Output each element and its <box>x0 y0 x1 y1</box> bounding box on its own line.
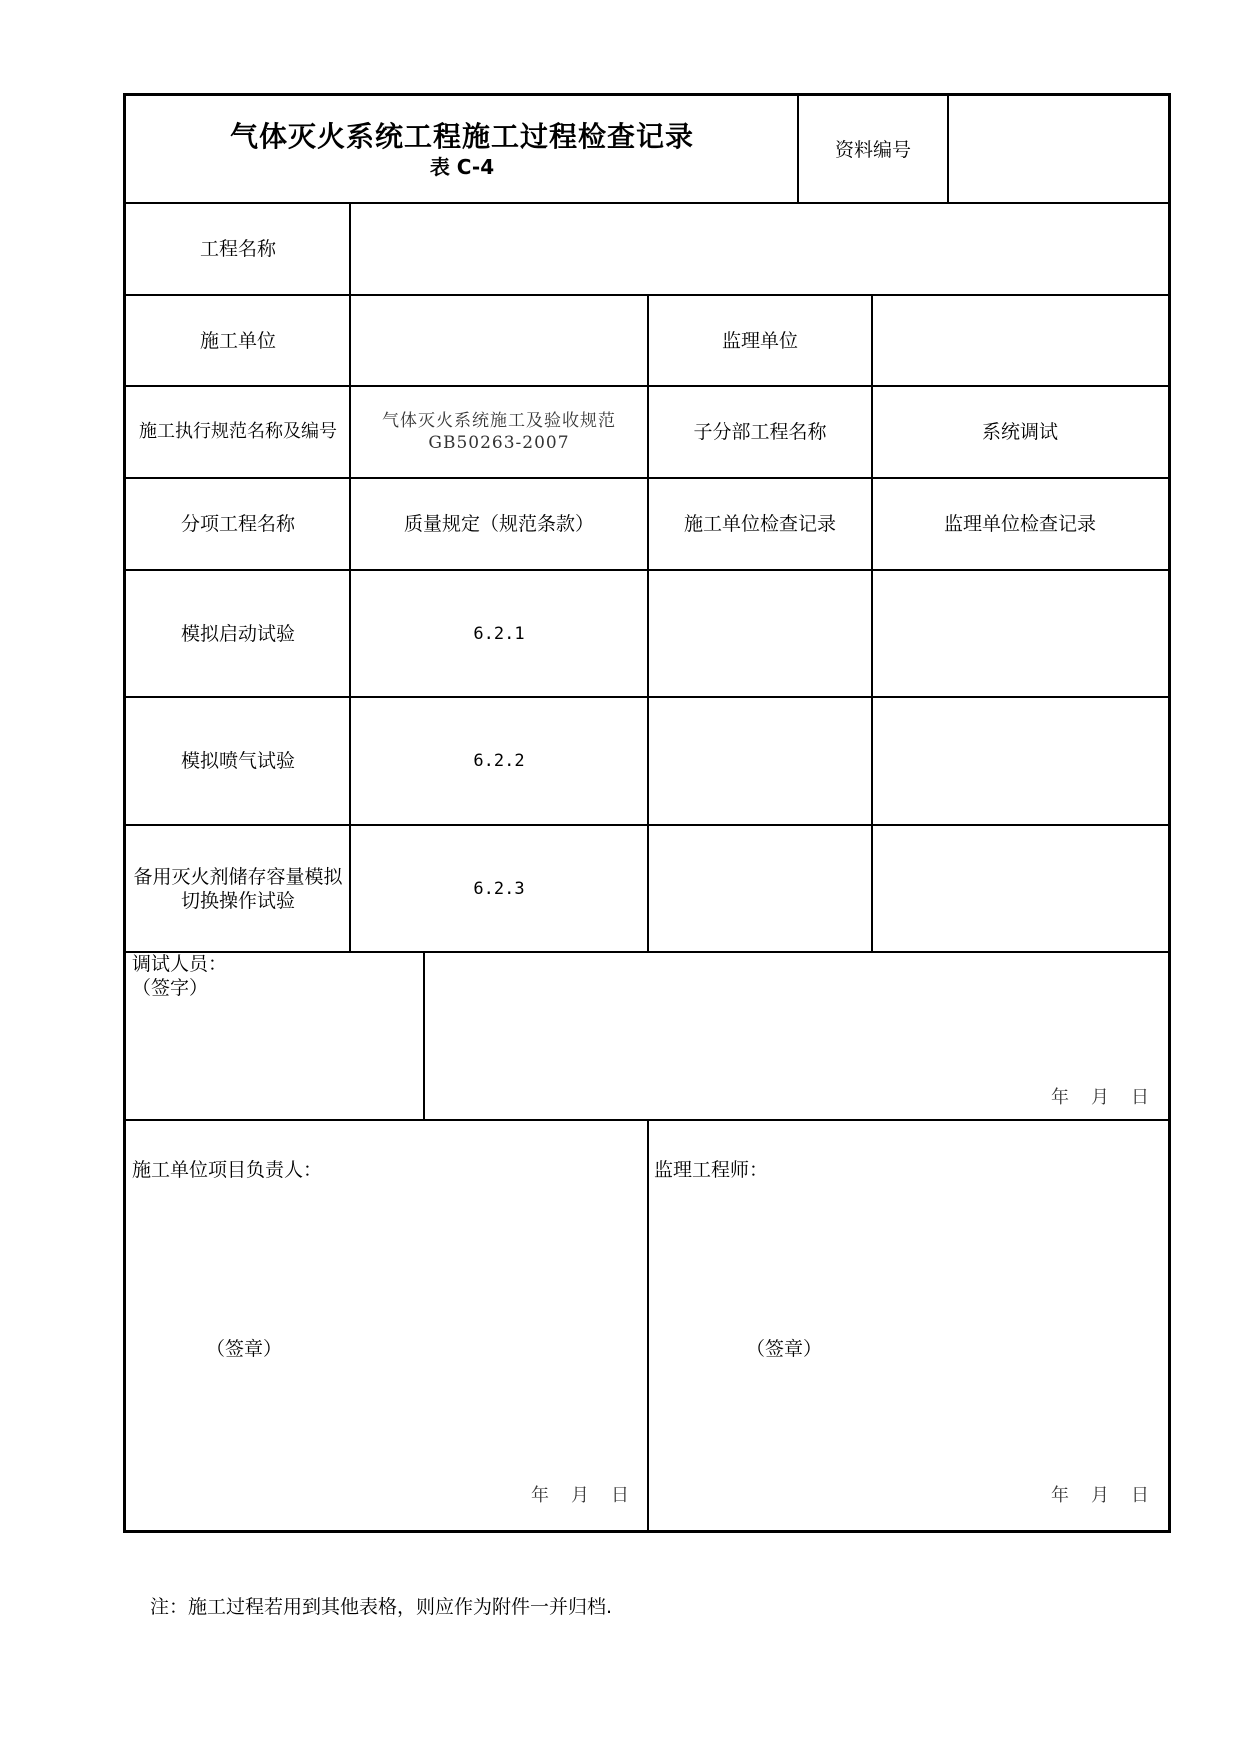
divider <box>947 96 949 203</box>
project-name-field[interactable] <box>350 203 1168 295</box>
tester-date <box>1040 1083 1160 1109</box>
footnote: 注：施工过程若用到其他表格，则应作为附件一并归档. <box>150 1596 613 1618</box>
supervisor-seal-label: （签章） <box>746 1338 823 1360</box>
subdivision-value: 系统调试 <box>981 421 1058 443</box>
date-year: 年 <box>531 1485 549 1506</box>
column-header-clause: 质量规定（规范条款） <box>403 513 594 535</box>
column-header-contractor-record: 施工单位检查记录 <box>683 513 836 535</box>
divider <box>126 202 1168 204</box>
table-row-supervisor-record[interactable] <box>872 570 1168 697</box>
tester-sign-hint: （签字） <box>132 977 209 999</box>
divider <box>871 295 873 952</box>
contractor-field[interactable] <box>350 295 648 386</box>
column-header-item: 分项工程名称 <box>180 513 295 535</box>
inspection-record-form <box>123 93 1171 1533</box>
table-row-item-line: 备用灭火剂储存容量模拟 <box>133 865 343 888</box>
tester-label <box>126 952 424 1120</box>
table-row-clause: 6.2.2 <box>473 751 525 771</box>
date-day: 日 <box>1131 1087 1149 1108</box>
table-row-supervisor-record[interactable] <box>872 697 1168 825</box>
divider <box>423 952 425 1120</box>
table-row-supervisor-record[interactable] <box>872 825 1168 952</box>
date-year: 年 <box>1051 1087 1069 1108</box>
table-row-item: 模拟喷气试验 <box>180 750 295 772</box>
date-month: 月 <box>1091 1087 1109 1108</box>
record-no-field[interactable] <box>948 96 1168 203</box>
contractor-date <box>520 1481 640 1507</box>
table-row-contractor-record[interactable] <box>648 825 872 952</box>
table-row-item-line: 切换操作试验 <box>180 889 295 912</box>
date-day: 日 <box>1131 1485 1149 1506</box>
table-row-clause: 6.2.3 <box>473 878 525 899</box>
table-row-clause: 6.2.1 <box>473 623 525 644</box>
spec-label: 施工执行规范名称及编号 <box>139 421 337 442</box>
table-row-item <box>126 825 350 952</box>
subdivision-label: 子分部工程名称 <box>693 421 827 443</box>
spec-name: 气体灭火系统施工及验收规范 <box>382 411 616 431</box>
spec-code: GB50263-2007 <box>428 433 570 453</box>
date-year: 年 <box>1051 1485 1069 1506</box>
date-month: 月 <box>1091 1485 1109 1506</box>
contractor-lead-label: 施工单位项目负责人： <box>132 1159 323 1181</box>
project-name-label: 工程名称 <box>199 238 276 260</box>
table-row-contractor-record[interactable] <box>648 570 872 697</box>
column-header-supervisor-record: 监理单位检查记录 <box>943 513 1096 535</box>
form-subtitle: 表 C-4 <box>429 154 495 179</box>
supervisor-unit-field[interactable] <box>872 295 1168 386</box>
tester-label-line: 调试人员： <box>132 953 228 975</box>
contractor-seal-label: （签章） <box>206 1338 283 1360</box>
form-title-block <box>126 96 798 203</box>
record-no-label: 资料编号 <box>834 138 911 161</box>
table-row-contractor-record[interactable] <box>648 697 872 825</box>
divider <box>647 295 649 952</box>
date-day: 日 <box>611 1485 629 1506</box>
date-month: 月 <box>571 1485 589 1506</box>
supervisor-unit-label: 监理单位 <box>721 329 798 352</box>
table-row-item: 模拟启动试验 <box>180 622 295 645</box>
contractor-label: 施工单位 <box>199 329 276 352</box>
divider <box>349 203 351 952</box>
divider <box>797 96 799 203</box>
spec-value <box>350 386 648 478</box>
divider <box>647 1120 649 1530</box>
form-title: 气体灭火系统工程施工过程检查记录 <box>229 119 694 153</box>
supervisor-date <box>1040 1481 1160 1507</box>
supervisor-engineer-label: 监理工程师： <box>654 1159 769 1181</box>
